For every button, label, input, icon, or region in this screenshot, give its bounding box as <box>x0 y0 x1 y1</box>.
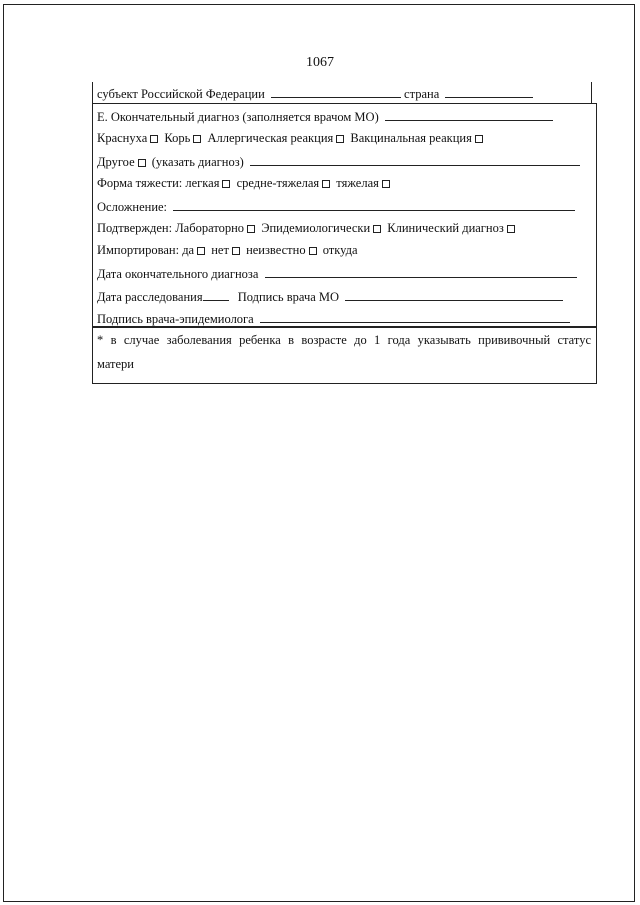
allergic-checkbox[interactable] <box>336 135 344 143</box>
diagnosis-options-row <box>97 129 486 147</box>
confirmed-epi-checkbox[interactable] <box>373 225 381 233</box>
complication-label: Осложнение: <box>97 200 168 214</box>
allergic-label: Аллергическая реакция <box>207 131 334 145</box>
final-date-row <box>97 264 577 282</box>
severity-moderate-checkbox[interactable] <box>322 180 330 188</box>
doctor-signature-label: Подпись врача МО <box>237 290 340 304</box>
region-field[interactable] <box>271 84 401 98</box>
confirmed-clinical-checkbox[interactable] <box>507 225 515 233</box>
country-label: страна <box>404 87 440 101</box>
region-row <box>97 84 533 102</box>
confirmed-lab-checkbox[interactable] <box>247 225 255 233</box>
imported-no-label: нет <box>211 243 229 257</box>
final-diagnosis-label: Е. Окончательный диагноз (заполняется врачом МО) <box>97 110 379 124</box>
measles-checkbox[interactable] <box>193 135 201 143</box>
imported-from-label: откуда <box>322 243 358 257</box>
imported-yes-label: да <box>182 243 195 257</box>
investigation-row <box>97 287 563 305</box>
other-label: Другое <box>97 155 135 169</box>
confirmed-clinical-label: Клинический диагноз <box>387 221 504 235</box>
rubella-label: Краснуха <box>97 131 148 145</box>
epidemiologist-signature-label: Подпись врача-эпидемиолога <box>97 312 254 326</box>
confirmed-label: Подтвержден: <box>97 221 173 235</box>
imported-row <box>97 241 358 259</box>
final-date-field[interactable] <box>265 264 577 278</box>
rubella-checkbox[interactable] <box>150 135 158 143</box>
confirmed-row <box>97 219 518 237</box>
confirmed-epi-label: Эпидемиологически <box>261 221 371 235</box>
severity-moderate-label: средне-тяжелая <box>236 176 320 190</box>
vaccine-reaction-checkbox[interactable] <box>475 135 483 143</box>
region-label: субъект Российской Федерации <box>97 87 265 101</box>
investigation-date-field[interactable] <box>203 287 229 301</box>
severity-severe-label: тяжелая <box>336 176 379 190</box>
footnote-line-1: * в случае заболевания ребенка в возрасте до 1 года указывать прививочный статус <box>97 333 591 347</box>
imported-label: Импортирован: <box>97 243 180 257</box>
severity-label: Форма тяжести: <box>97 176 183 190</box>
complication-field[interactable] <box>173 197 575 211</box>
epidemiologist-signature-field[interactable] <box>260 309 570 323</box>
other-diagnosis-field[interactable] <box>250 152 580 166</box>
imported-no-checkbox[interactable] <box>232 247 240 255</box>
imported-yes-checkbox[interactable] <box>197 247 205 255</box>
epidemiologist-row <box>97 309 570 327</box>
footnote-line-2: матери <box>97 357 134 371</box>
other-diagnosis-row <box>97 152 580 170</box>
severity-severe-checkbox[interactable] <box>382 180 390 188</box>
investigation-date-label: Дата расследования <box>97 290 203 304</box>
severity-row <box>97 174 393 192</box>
other-checkbox[interactable] <box>138 159 146 167</box>
other-hint: (указать диагноз) <box>151 155 244 169</box>
page-number: 1067 <box>306 55 334 70</box>
final-diagnosis-field[interactable] <box>385 107 553 121</box>
measles-label: Корь <box>164 131 191 145</box>
severity-mild-label: легкая <box>185 176 220 190</box>
doctor-signature-field[interactable] <box>345 287 563 301</box>
imported-unknown-label: неизвестно <box>246 243 306 257</box>
confirmed-lab-label: Лабораторно <box>175 221 245 235</box>
final-date-label: Дата окончательного диагноза <box>97 267 259 281</box>
complication-row <box>97 197 575 215</box>
vaccine-reaction-label: Вакцинальная реакция <box>350 131 472 145</box>
imported-unknown-checkbox[interactable] <box>309 247 317 255</box>
final-diagnosis-row <box>97 107 553 125</box>
country-field[interactable] <box>445 84 533 98</box>
severity-mild-checkbox[interactable] <box>222 180 230 188</box>
